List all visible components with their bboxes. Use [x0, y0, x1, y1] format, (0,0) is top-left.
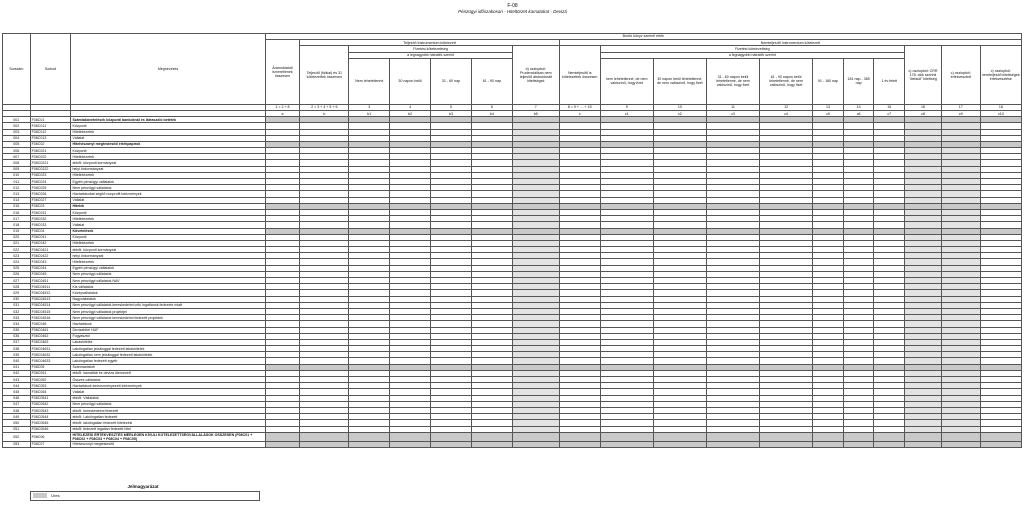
- col-4: 30 napon belül: [390, 58, 431, 104]
- code-row-cell: c4: [760, 110, 813, 116]
- row-code: F08C026: [30, 191, 71, 197]
- code-row-cell: c6: [843, 110, 874, 116]
- value-cell[interactable]: [843, 441, 874, 447]
- row-label: Származtatott: [71, 364, 265, 370]
- row-label: Hitelek: [71, 203, 265, 209]
- row-number: 022: [3, 247, 31, 253]
- row-code: F08C04513: [30, 296, 71, 302]
- row-number: 052: [3, 432, 31, 441]
- code-row-cell: c: [559, 110, 600, 116]
- row-code: F08C042: [30, 240, 71, 246]
- code-row-cell: c8: [905, 110, 942, 116]
- value-cell[interactable]: [874, 432, 905, 441]
- value-cell[interactable]: [559, 432, 600, 441]
- row-code: F08C04515: [30, 308, 71, 314]
- row-code: F08C04516: [30, 315, 71, 321]
- row-code: F08C0542: [30, 401, 71, 407]
- row-label: Számlakövetelések központi bankoknál és látraszóló betétek: [71, 117, 265, 123]
- table-row: [3, 432, 1022, 441]
- row-number: 006: [3, 148, 31, 154]
- formula-row-cell: 1 = 2 + 8: [265, 104, 300, 110]
- row-code: F08C053: [30, 383, 71, 389]
- col-10: 30 napon belül lehetetlenné, de nem valószínű, hogy fizet: [653, 58, 706, 104]
- row-number: 041: [3, 364, 31, 370]
- row-code: F08C012: [30, 129, 71, 135]
- code-row-cell: b2: [390, 110, 431, 116]
- row-label: Egyéb pénzügyi vállalatok: [71, 179, 265, 185]
- row-number: 029: [3, 290, 31, 296]
- row-label: Devizahitel HUF: [71, 327, 265, 333]
- formula-row-cell: 10: [653, 104, 706, 110]
- row-number: 023: [3, 253, 31, 259]
- formula-row-cell: 2 = 3 + 4 + 5 + 6: [300, 104, 349, 110]
- col-megnevezes: Megnevezés: [71, 34, 265, 105]
- row-code: F08C023: [30, 172, 71, 178]
- code-row-cell: a: [265, 110, 300, 116]
- row-code: F08C041: [30, 234, 71, 240]
- code-row-cell: c10: [980, 110, 1021, 116]
- row-label: ebből: lakóingatlan fedezett hitelezési: [71, 420, 265, 426]
- row-number: 028: [3, 284, 31, 290]
- row-number: 009: [3, 166, 31, 172]
- table-row: [3, 441, 1022, 447]
- col-3: Nem lehetetlenné: [349, 58, 390, 104]
- sub-nonperforming: a legnagyobb hátralék szerint: [600, 52, 904, 58]
- row-number: 038: [3, 346, 31, 352]
- value-cell[interactable]: [512, 432, 559, 441]
- row-number: 031: [3, 302, 31, 308]
- row-label: ebből: fedezett ingatlan fedezett hitel: [71, 426, 265, 432]
- formula-row-cell: 13: [813, 104, 844, 110]
- value-cell[interactable]: [813, 432, 844, 441]
- row-label: ebből: Vállalatok: [71, 395, 265, 401]
- row-code: F08C0463: [30, 339, 71, 345]
- row-number: 040: [3, 358, 31, 364]
- value-cell[interactable]: [431, 432, 472, 441]
- row-label: Hitelintézetek: [71, 216, 265, 222]
- row-number: 021: [3, 240, 31, 246]
- value-cell[interactable]: [471, 441, 512, 447]
- row-label: ebből: központi kormányzat: [71, 247, 265, 253]
- row-number: 042: [3, 370, 31, 376]
- row-code: F08C04632: [30, 352, 71, 358]
- value-cell[interactable]: [431, 441, 472, 447]
- row-number: 015: [3, 203, 31, 209]
- row-code: F08C07: [30, 441, 71, 447]
- code-row-cell: b1: [349, 110, 390, 116]
- row-code: F08C013: [30, 135, 71, 141]
- row-label: Hitelintézetek: [71, 259, 265, 265]
- value-cell[interactable]: [980, 432, 1021, 441]
- row-code: F08C0543: [30, 407, 71, 413]
- value-cell[interactable]: [600, 441, 653, 447]
- col-sorszam: Sorszám: [3, 34, 31, 105]
- col-6: 61 - 90 nap: [471, 58, 512, 104]
- formula-row-cell: 5: [431, 104, 472, 110]
- row-code: F08C045: [30, 271, 71, 277]
- row-code: F08C046: [30, 321, 71, 327]
- value-cell[interactable]: [300, 432, 349, 441]
- row-number: 053: [3, 441, 31, 447]
- code-row-cell: c7: [874, 110, 905, 116]
- row-code: F08C06: [30, 432, 71, 441]
- row-label: Központi: [71, 234, 265, 240]
- row-label: HITELEZÉSI ÉRTÉKVESZTÉS MÉRLEGEN KÍVÜLI KÖTELEZETTSÉGVÁLLALÁSOK ÖSSZESEN (F08C01 + F08C02 + F08C03 + F08C04 + F08C05): [71, 432, 265, 441]
- header-brutto: Bruttó könyv szerinti érték: [265, 34, 1021, 40]
- row-number: 037: [3, 339, 31, 345]
- col-16: c) oszlopból: CRR 178. cikk szerinti "default" kitettség: [905, 46, 942, 104]
- row-code: F08C031: [30, 209, 71, 215]
- row-label: Nem pénzügyi vállalatok: [71, 401, 265, 407]
- legend: [30, 491, 260, 501]
- code-row-cell: b3: [431, 110, 472, 116]
- value-cell[interactable]: [265, 441, 300, 447]
- value-cell[interactable]: [653, 441, 706, 447]
- col-11: 31 - 60 napon belül lehetetlenné, de nem valószínű, hogy fizet: [706, 58, 759, 104]
- col-2: Teljesítő (fizikai) és 31 kötelezettek összesen: [300, 46, 349, 104]
- value-cell[interactable]: [349, 441, 390, 447]
- value-cell[interactable]: [941, 432, 980, 441]
- row-number: 012: [3, 185, 31, 191]
- row-code: F08C025: [30, 185, 71, 191]
- formula-row-cell: 15: [874, 104, 905, 110]
- col-17: c) oszlopból: értékvesztett: [941, 46, 980, 104]
- value-cell[interactable]: [600, 432, 653, 441]
- row-label: Kis vállalatok: [71, 284, 265, 290]
- code-row-cell: c9: [941, 110, 980, 116]
- row-label: Fogyasztói: [71, 333, 265, 339]
- formula-row-cell: 14: [843, 104, 874, 110]
- sub-performing: a legnagyobb hátralék szerint: [349, 52, 512, 58]
- col-15: 1 év felett: [874, 58, 905, 104]
- value-cell[interactable]: [390, 432, 431, 441]
- row-number: 025: [3, 265, 31, 271]
- row-label: Központi: [71, 148, 265, 154]
- formula-row-cell: 3: [349, 104, 390, 110]
- value-cell[interactable]: [349, 432, 390, 441]
- row-code: F08C011: [30, 123, 71, 129]
- row-code: F08C01: [30, 117, 71, 123]
- row-number: 043: [3, 377, 31, 383]
- value-cell[interactable]: [653, 432, 706, 441]
- row-number: 001: [3, 117, 31, 123]
- row-code: F08C04633: [30, 358, 71, 364]
- col-sorkod: Sorkód: [30, 34, 71, 105]
- row-number: 035: [3, 327, 31, 333]
- row-code: F08C033: [30, 222, 71, 228]
- row-number: 030: [3, 296, 31, 302]
- col-9: nem lehetetlenné, de nem valószínű, hogy fizet: [600, 58, 653, 104]
- value-cell[interactable]: [390, 441, 431, 447]
- row-code: F08C0221: [30, 160, 71, 166]
- row-number: 044: [3, 383, 31, 389]
- row-code: F08C0541: [30, 395, 71, 401]
- col-12: 61 - 90 napon belül lehetetlenné, de nem valószínű, hogy fizet: [760, 58, 813, 104]
- row-code: F08C04631: [30, 346, 71, 352]
- legend-label: Üres: [51, 493, 60, 498]
- row-code: F08C044: [30, 265, 71, 271]
- row-label: Lakáshitelek: [71, 339, 265, 345]
- row-label: Nem pénzügyi vállalatok: [71, 271, 265, 277]
- row-code: F08C0462: [30, 333, 71, 339]
- row-label: Hitelviszonyt megtestesítő értékpapírok: [71, 141, 265, 147]
- group-nonperforming: Nemteljesítő Instrumentum kötelezett: [559, 40, 1021, 46]
- row-label: Vállalat: [71, 135, 265, 141]
- row-code: F08C04511: [30, 284, 71, 290]
- row-code: F08C04512: [30, 290, 71, 296]
- row-number: 003: [3, 129, 31, 135]
- col-5: 31 - 60 nap: [431, 58, 472, 104]
- row-number: 005: [3, 141, 31, 147]
- formula-row-cell: 11: [706, 104, 759, 110]
- row-label: Vállalat: [71, 389, 265, 395]
- row-code: F08C0544: [30, 414, 71, 420]
- group-performing: Teljesítő Instrumentum kötelezett: [300, 40, 559, 46]
- value-cell[interactable]: [265, 432, 300, 441]
- row-label: Nem pénzügyi vállalatok kereskedelmi célú ingatlanok fedezete miatt: [71, 302, 265, 308]
- formula-row-cell: 16: [905, 104, 942, 110]
- row-number: 050: [3, 420, 31, 426]
- value-cell[interactable]: [706, 441, 759, 447]
- col-8: Nemteljesítő is kötelezettek összesen: [559, 46, 600, 104]
- row-number: 036: [3, 333, 31, 339]
- row-code: F08C021: [30, 148, 71, 154]
- row-label: Háztartások kedvezményezett intézmények: [71, 383, 265, 389]
- col-18: c) oszlopból: nemteljesítő kitettségek értékvesztése: [980, 46, 1021, 104]
- row-label: Lakóingatlan fedezett egyéb: [71, 358, 265, 364]
- row-number: 032: [3, 308, 31, 314]
- row-label: ebből: Lakóingatlan fedezett: [71, 414, 265, 420]
- row-label: Nem pénzügyi vállalatok projektjei: [71, 308, 265, 314]
- formula-row-cell: 7: [512, 104, 559, 110]
- row-number: 039: [3, 352, 31, 358]
- col-7: b) oszlopból: Prudenciálisan nem teljesítő átstrukturált kitettségek: [512, 46, 559, 104]
- row-number: 049: [3, 414, 31, 420]
- value-cell[interactable]: [706, 432, 759, 441]
- value-cell[interactable]: [874, 441, 905, 447]
- row-label: Vállalat: [71, 222, 265, 228]
- row-label: Középvállalatok: [71, 290, 265, 296]
- legend-swatch: [33, 493, 47, 498]
- row-code: F08C0421: [30, 247, 71, 253]
- value-cell[interactable]: [300, 441, 349, 447]
- row-label: Vállalat: [71, 197, 265, 203]
- formula-row-cell: 6: [471, 104, 512, 110]
- row-label: Összes vállalatok: [71, 377, 265, 383]
- value-cell[interactable]: [559, 441, 600, 447]
- row-code: F08C0222: [30, 166, 71, 172]
- row-label: Hitelintézetek: [71, 154, 265, 160]
- row-code: F08C0422: [30, 253, 71, 259]
- row-label: Háztartások: [71, 321, 265, 327]
- group-performing-due: Fizetési kötelezettség: [349, 46, 512, 52]
- row-number: 047: [3, 401, 31, 407]
- value-cell[interactable]: [905, 441, 942, 447]
- formula-row-cell: 18: [980, 104, 1021, 110]
- form-subtitle: Pénzügyi időszakosan - Hiteltörzet kamatokat - Devizá: [458, 9, 567, 14]
- formula-row-cell: 9: [600, 104, 653, 110]
- row-label: Hitelintézetek: [71, 172, 265, 178]
- row-code: F08C052: [30, 377, 71, 383]
- row-number: 051: [3, 426, 31, 432]
- row-code: F08C0545: [30, 420, 71, 426]
- row-label: Hitelintézetek: [71, 240, 265, 246]
- code-row-cell: b4: [471, 110, 512, 116]
- row-number: 014: [3, 197, 31, 203]
- row-number: 008: [3, 160, 31, 166]
- row-code: F08C054: [30, 389, 71, 395]
- value-cell[interactable]: [760, 441, 813, 447]
- row-number: 013: [3, 191, 31, 197]
- row-number: 007: [3, 154, 31, 160]
- row-code: F08C0461: [30, 327, 71, 333]
- row-number: 046: [3, 395, 31, 401]
- row-label: helyi önkormányzat: [71, 166, 265, 172]
- form-title: F-08: [507, 3, 518, 9]
- value-cell[interactable]: [471, 432, 512, 441]
- row-label: Lakóingatlan jelzáloggal fedezett lakáshitelek: [71, 346, 265, 352]
- row-number: 011: [3, 179, 31, 185]
- row-number: 010: [3, 172, 31, 178]
- row-label: Központi: [71, 123, 265, 129]
- value-cell[interactable]: [760, 432, 813, 441]
- row-number: 024: [3, 259, 31, 265]
- formula-row-cell: 4: [390, 104, 431, 110]
- code-row-cell: c5: [813, 110, 844, 116]
- code-row-cell: b5: [512, 110, 559, 116]
- row-code: F08C05: [30, 364, 71, 370]
- row-code: F08C02: [30, 141, 71, 147]
- value-cell[interactable]: [905, 432, 942, 441]
- row-label: Nem pénzügyi vállalatok: [71, 185, 265, 191]
- value-cell[interactable]: [941, 441, 980, 447]
- code-row-cell: c2: [653, 110, 706, 116]
- row-number: 018: [3, 222, 31, 228]
- row-label: ebből: kamatláb és deviza ütemezett: [71, 370, 265, 376]
- row-label: Központi: [71, 209, 265, 215]
- formula-row-cell: 17: [941, 104, 980, 110]
- row-label: Hitelviszonyt megtestesítő: [71, 441, 265, 447]
- row-code: F08C0451: [30, 278, 71, 284]
- row-code: F08C0546: [30, 426, 71, 432]
- row-label: Nem pénzügyi vállalatok kereskedelmi fedezett projektek: [71, 315, 265, 321]
- row-number: 034: [3, 321, 31, 327]
- legend-title: Jelmagyarázat: [127, 484, 159, 489]
- row-number: 019: [3, 228, 31, 234]
- value-cell[interactable]: [813, 441, 844, 447]
- group-nonperforming-due: Fizetési kötelezettség: [600, 46, 904, 52]
- row-number: 016: [3, 209, 31, 215]
- row-code: F08C032: [30, 216, 71, 222]
- row-code: F08C04514: [30, 302, 71, 308]
- row-label: Egyéb pénzügyi vállalatok: [71, 265, 265, 271]
- col-1: Áramoktatott ismeretlenek összesen: [265, 40, 300, 105]
- row-code: F08C051: [30, 370, 71, 376]
- row-code: F08C022: [30, 154, 71, 160]
- formula-row-cell: 12: [760, 104, 813, 110]
- row-label: ebből: kereskedelmi fedezett: [71, 407, 265, 413]
- code-row-cell: c1: [600, 110, 653, 116]
- row-label: ebből: központi kormányzat: [71, 160, 265, 166]
- row-code: F08C024: [30, 179, 71, 185]
- row-code: F08C043: [30, 259, 71, 265]
- row-number: 033: [3, 315, 31, 321]
- row-label: Nem pénzügyi vállalatok NAV: [71, 278, 265, 284]
- code-row-cell: b: [300, 110, 349, 116]
- row-label: Háztartásokat segítő nonprofit intézmények: [71, 191, 265, 197]
- row-number: 045: [3, 389, 31, 395]
- row-label: Lakóingatlan nem jelzáloggal fedezett lakáshitelek: [71, 352, 265, 358]
- row-number: 017: [3, 216, 31, 222]
- formula-row-cell: 8 = 9 + … + 15: [559, 104, 600, 110]
- row-label: Hitelintézetek: [71, 129, 265, 135]
- row-number: 004: [3, 135, 31, 141]
- row-label: Követelések: [71, 228, 265, 234]
- row-code: F08C03: [30, 203, 71, 209]
- col-14: 181 nap - 365 nap: [843, 58, 874, 104]
- row-number: 026: [3, 271, 31, 277]
- value-cell[interactable]: [843, 432, 874, 441]
- value-cell[interactable]: [980, 441, 1021, 447]
- row-code: F08C04: [30, 228, 71, 234]
- col-13: 91 - 180 nap: [813, 58, 844, 104]
- row-code: F08C027: [30, 197, 71, 203]
- row-label: helyi önkormányzat: [71, 253, 265, 259]
- row-number: 048: [3, 407, 31, 413]
- row-number: 027: [3, 278, 31, 284]
- code-row-cell: c3: [706, 110, 759, 116]
- row-label: Nagyvállalatok: [71, 296, 265, 302]
- row-number: 020: [3, 234, 31, 240]
- row-number: 002: [3, 123, 31, 129]
- value-cell[interactable]: [512, 441, 559, 447]
- report-table: [2, 33, 1022, 448]
